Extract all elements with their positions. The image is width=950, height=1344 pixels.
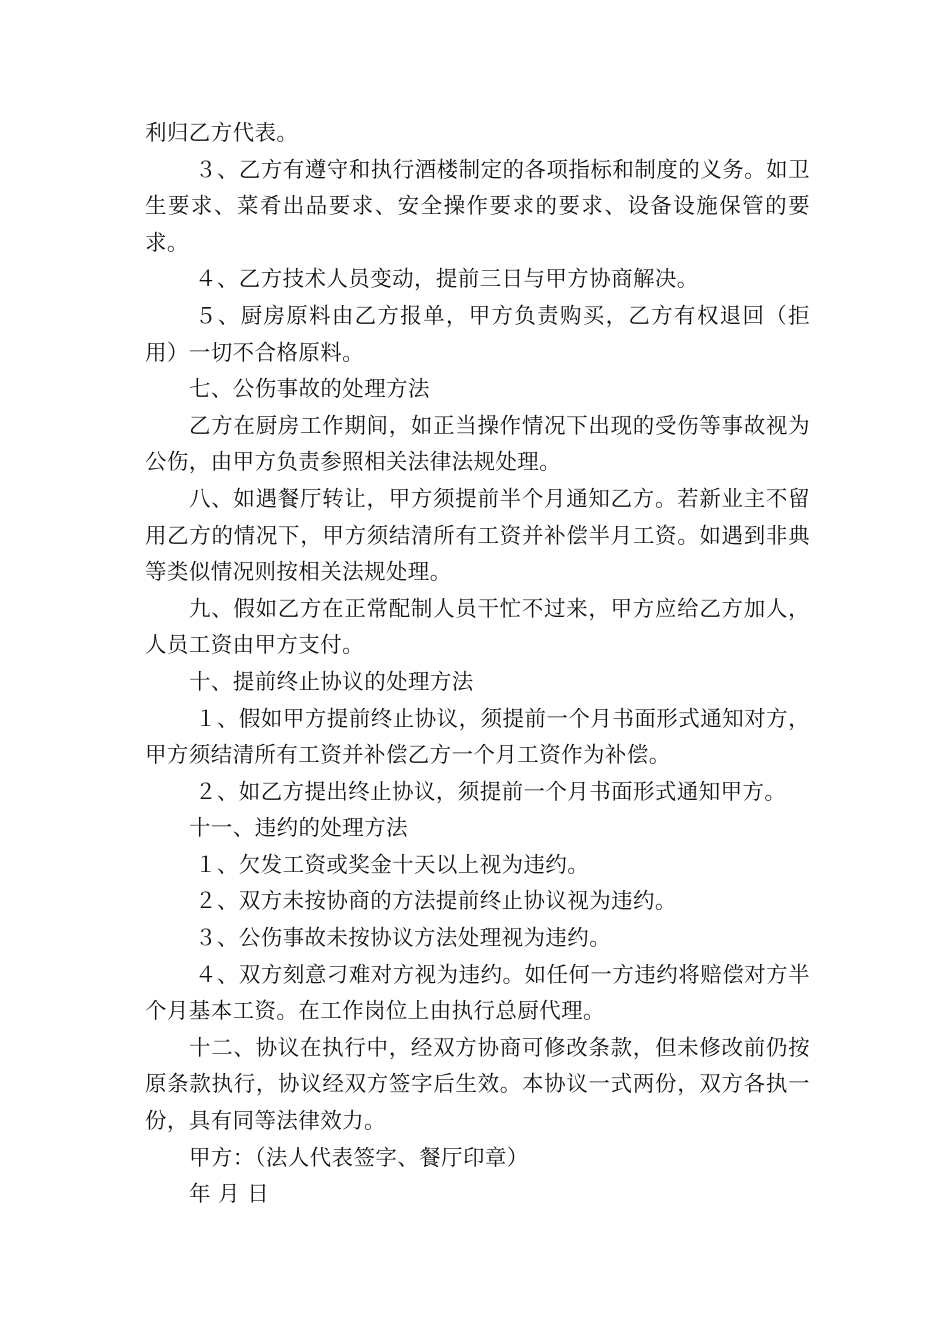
paragraph-continuation: 利归乙方代表。	[145, 121, 299, 146]
signature-party-a: 甲方：（法人代表签字、餐厅印章）	[189, 1145, 529, 1171]
paragraph-clause-5: ５、厨房原料由乙方报单，甲方负责购买，乙方有权退回（拒用）一切不合格原料。	[145, 303, 810, 366]
paragraph-breach-3: ３、公伤事故未按协议方法处理视为违约。	[195, 926, 612, 952]
section-8-transfer: 八、如遇餐厅转让，甲方须提前半个月通知乙方。若新业主不留用乙方的情况下，甲方须结清所有工资并补偿半月工资。如遇到非典等类似情况则按相关法规处理。	[145, 486, 810, 586]
section-heading-10: 十、提前终止协议的处理方法	[189, 669, 474, 695]
section-heading-11: 十一、违约的处理方法	[189, 816, 409, 842]
signature-date: 年 月 日	[189, 1182, 270, 1208]
document-body	[145, 116, 810, 1214]
paragraph-clause-4: ４、乙方技术人员变动，提前三日与甲方协商解决。	[195, 267, 699, 293]
section-12-amendment: 十二、协议在执行中，经双方协商可修改条款，但未修改前仍按原条款执行，协议经双方签字后生效。本协议一式两份，双方各执一份，具有同等法律效力。	[145, 1035, 810, 1135]
paragraph-breach-4: ４、双方刻意刁难对方视为违约。如任何一方违约将赔偿对方半个月基本工资。在工作岗位上由执行总厨代理。	[145, 962, 810, 1025]
paragraph-breach-2: ２、双方未按协商的方法提前终止协议视为违约。	[195, 889, 677, 915]
paragraph-work-injury: 乙方在厨房工作期间，如正当操作情况下出现的受伤等事故视为公伤，由甲方负责参照相关法律法规处理。	[145, 413, 810, 476]
section-9-staffing: 九、假如乙方在正常配制人员干忙不过来，甲方应给乙方加人，人员工资由甲方支付。	[145, 596, 810, 659]
paragraph-termination-1: １、假如甲方提前终止协议，须提前一个月书面形式通知对方，甲方须结清所有工资并补偿乙方一个月工资作为补偿。	[145, 706, 810, 769]
paragraph-clause-3: ３、乙方有遵守和执行酒楼制定的各项指标和制度的义务。如卫生要求、菜肴出品要求、安全操作要求的要求、设备设施保管的要求。	[145, 157, 810, 256]
section-heading-7: 七、公伤事故的处理方法	[189, 377, 430, 403]
paragraph-breach-1: １、欠发工资或奖金十天以上视为违约。	[195, 852, 590, 878]
paragraph-termination-2: ２、如乙方提出终止协议，须提前一个月书面形式通知甲方。	[195, 779, 787, 805]
